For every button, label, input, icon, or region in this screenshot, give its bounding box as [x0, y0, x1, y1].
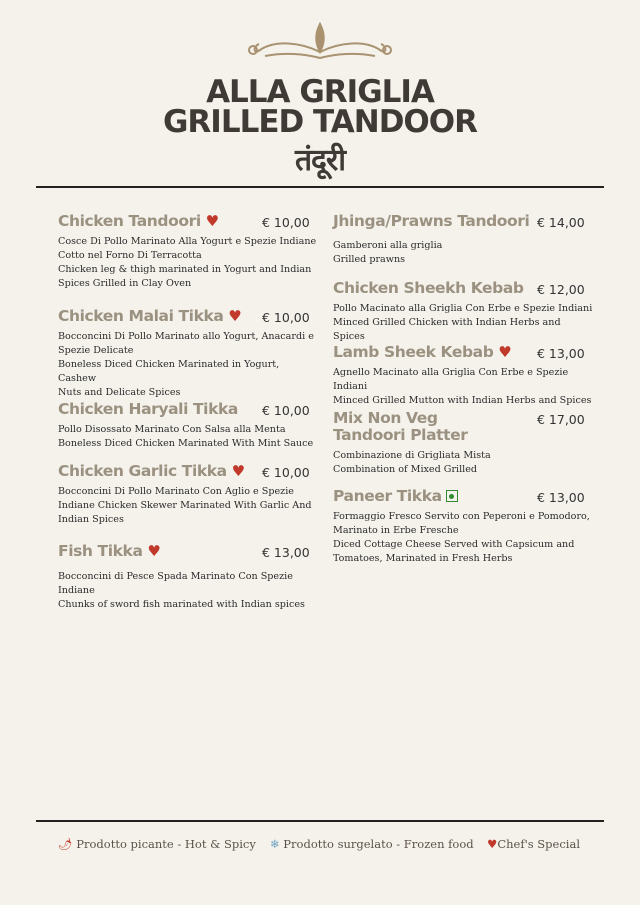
item-price: € 13,00 [537, 490, 585, 505]
description-line: Chicken leg & thigh marinated in Yogurt and Indian [58, 264, 312, 275]
heart-icon: ♥ [226, 462, 245, 480]
item-price: € 10,00 [262, 215, 310, 230]
menu-item [58, 308, 318, 400]
item-price: € 10,00 [262, 310, 310, 325]
description-line: Minced Grilled Mutton with Indian Herbs and Spices [333, 395, 592, 406]
item-description [333, 366, 593, 408]
menu-item [333, 488, 593, 566]
item-name-text: Fish Tikka [58, 542, 143, 560]
menu-item [333, 344, 593, 408]
description-line: Diced Cottage Cheese Served with Capsicum and [333, 539, 575, 550]
title-line-2: GRILLED TANDOOR [162, 104, 478, 140]
legend-spicy-label: Prodotto picante - Hot & Spicy [76, 837, 256, 851]
description-line: Chunks of sword fish marinated with Indian spices [58, 599, 305, 610]
item-description [58, 423, 318, 451]
description-line: Bocconcini Di Pollo Marinato Con Aglio e Spezie [58, 486, 294, 497]
item-name-text: Chicken Malai Tikka [58, 307, 224, 325]
item-description [333, 239, 593, 267]
item-name-text: Chicken Haryali Tikka [58, 400, 238, 418]
title-hindi: तंदूरी [294, 143, 346, 178]
description-line: Spices Grilled in Clay Oven [58, 278, 192, 289]
description-line: Indiane Chicken Skewer Marinated With Garlic And [58, 500, 312, 511]
item-name-text: Paneer Tikka [333, 487, 442, 505]
title-line-1: ALLA GRIGLIA [206, 74, 434, 110]
item-description [58, 485, 318, 527]
snowflake-icon: ❄ [270, 837, 280, 851]
menu-item [58, 401, 318, 451]
legend-frozen-label: Prodotto surgelato - Frozen food [283, 837, 474, 851]
bottom-divider [36, 820, 604, 822]
description-line: Nuts and Delicate Spices [58, 387, 181, 398]
description-line: Bocconcini Di Pollo Marinato allo Yogurt, Anacardi e [58, 331, 314, 342]
menu-item [333, 213, 593, 267]
item-name-text: Mix Non Veg Tandoori Platter [333, 409, 468, 444]
heart-icon: ♥ [142, 542, 161, 560]
item-name-text: Chicken Garlic Tikka [58, 462, 227, 480]
item-description [333, 449, 593, 477]
item-price: € 10,00 [262, 465, 310, 480]
menu-item [58, 463, 318, 527]
item-description [58, 570, 318, 612]
legend-spicy [58, 837, 256, 851]
description-line: Gamberoni alla griglia [333, 240, 443, 251]
item-price: € 17,00 [537, 412, 585, 427]
legend-special-label: Chef's Special [497, 837, 580, 851]
description-line: Cosce Di Pollo Marinato Alla Yogurt e Spezie Indiane [58, 236, 317, 247]
description-line: Minced Grilled Chicken with Indian Herbs and Spices [333, 317, 561, 342]
ornament-icon [245, 22, 395, 64]
description-line: Cotto nel Forno Di Terracotta [58, 250, 202, 261]
item-price: € 13,00 [262, 545, 310, 560]
menu-item [333, 280, 593, 344]
description-line: Bocconcini di Pesce Spada Marinato Con Spezie Indiane [58, 571, 293, 596]
chili-icon: 🌶 [58, 837, 73, 851]
description-line: Formaggio Fresco Servito con Peperoni e Pomodoro, [333, 511, 590, 522]
menu-item [333, 410, 593, 477]
item-price: € 14,00 [537, 215, 585, 230]
description-line: Indian Spices [58, 514, 124, 525]
heart-icon: ♥ [223, 307, 242, 325]
description-line: Pollo Macinato alla Griglia Con Erbe e Spezie Indiani [333, 303, 593, 314]
description-line: Combinazione di Grigliata Mista [333, 450, 491, 461]
item-description [58, 330, 318, 400]
heart-icon: ♥ [487, 837, 498, 851]
description-line: Tomatoes, Marinated in Fresh Herbs [333, 553, 513, 564]
description-line: Boneless Diced Chicken Marinated With Mint Sauce [58, 438, 314, 449]
description-line: Agnello Macinato alla Griglia Con Erbe e Spezie Indiani [333, 367, 569, 392]
item-description [58, 235, 318, 291]
item-name-text: Lamb Sheek Kebab [333, 343, 494, 361]
description-line: Combination of Mixed Grilled [333, 464, 478, 475]
top-divider [36, 186, 604, 188]
menu-item [58, 543, 318, 612]
menu-item [58, 213, 318, 291]
item-description [333, 510, 593, 566]
description-line: Boneless Diced Chicken Marinated in Yogurt, Cashew [58, 359, 280, 384]
item-description [333, 302, 593, 344]
item-name-text: Jhinga/Prawns Tandoori [333, 212, 530, 230]
item-price: € 13,00 [537, 346, 585, 361]
veg-icon [446, 490, 458, 502]
description-line: Marinato in Erbe Fresche [333, 525, 459, 536]
legend-frozen [270, 837, 474, 851]
item-price: € 10,00 [262, 403, 310, 418]
description-line: Pollo Disossato Marinato Con Salsa alla Menta [58, 424, 286, 435]
legend-special [487, 837, 580, 851]
description-line: Spezie Delicate [58, 345, 134, 356]
heart-icon: ♥ [493, 343, 512, 361]
heart-icon: ♥ [200, 212, 219, 230]
item-name-text: Chicken Tandoori [58, 212, 201, 230]
item-name-text: Chicken Sheekh Kebab [333, 279, 524, 297]
item-price: € 12,00 [537, 282, 585, 297]
description-line: Grilled prawns [333, 254, 406, 265]
